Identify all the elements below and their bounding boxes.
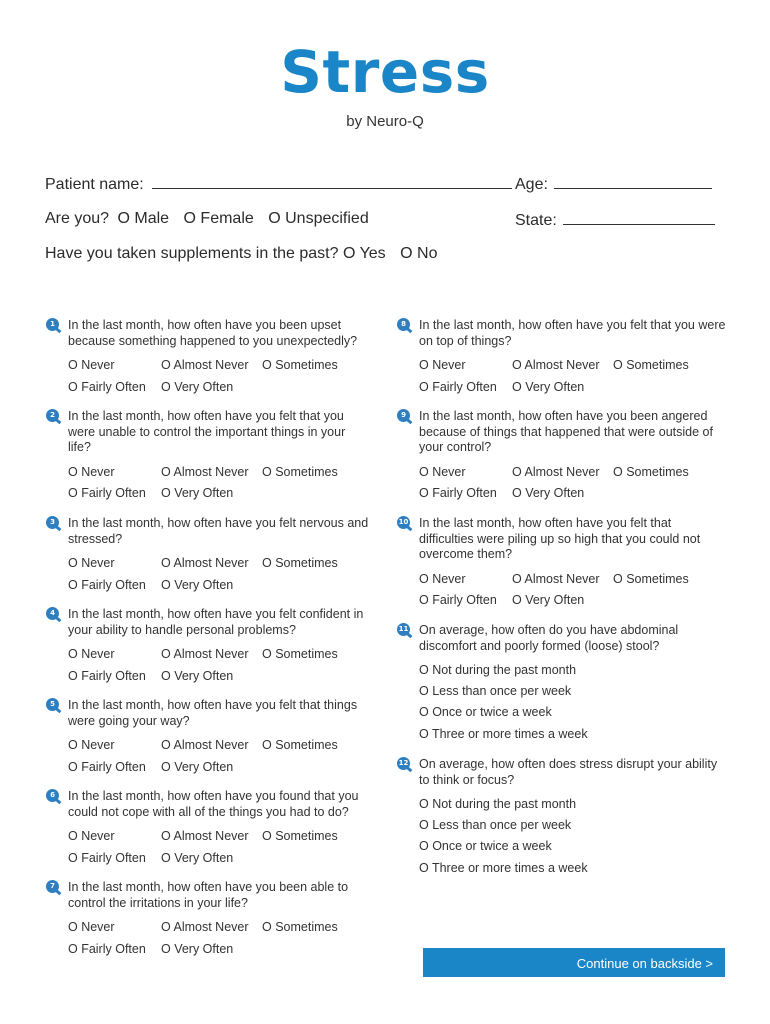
option-fairly-often[interactable]: O Fairly Often — [68, 577, 146, 592]
question-11 — [398, 623, 719, 745]
option-very-often[interactable]: O Very Often — [512, 379, 585, 394]
question-text: In the last month, how often have you felt confident in your ability to handle personal problems? — [68, 607, 364, 637]
option-never[interactable]: O Never — [419, 571, 466, 586]
option-very-often[interactable]: O Very Often — [161, 668, 234, 683]
option-sometimes[interactable]: O Sometimes — [262, 464, 338, 479]
question-text: In the last month, how often have you been able to control the irritations in your life? — [68, 880, 349, 910]
option-never[interactable]: O Never — [68, 358, 115, 372]
option-once-or-twice-a-week[interactable]: O Once or twice a week — [419, 705, 552, 720]
question-icon: 4 — [46, 607, 59, 620]
option-fairly-often[interactable]: O Fairly Often — [419, 486, 497, 500]
answer-options — [68, 735, 378, 778]
continue-button[interactable]: Continue on backside > — [423, 948, 725, 977]
question-icon: 5 — [46, 698, 59, 711]
gender-label: Are you? — [45, 210, 110, 227]
question-2 — [50, 409, 368, 505]
supplements-row — [45, 245, 447, 263]
question-text: On average, how often does stress disrupt your ability to think or focus? — [419, 757, 718, 787]
option-very-often[interactable]: O Very Often — [161, 759, 234, 774]
supplements-label: Have you taken supplements in the past? — [45, 245, 339, 262]
question-icon: 3 — [46, 516, 59, 529]
option-sometimes[interactable]: O Sometimes — [262, 920, 338, 934]
option-not-during-past-month[interactable]: O Not during the past month — [419, 662, 577, 677]
question-6 — [50, 789, 378, 869]
gender-row — [45, 210, 379, 228]
question-10 — [398, 516, 719, 612]
option-sometimes[interactable]: O Sometimes — [613, 464, 689, 479]
question-text: In the last month, how often have you felt that you were on top of things? — [419, 318, 726, 348]
option-sometimes[interactable]: O Sometimes — [613, 571, 689, 586]
option-almost-never[interactable]: O Almost Never — [161, 920, 249, 934]
option-never[interactable]: O Never — [68, 464, 115, 479]
question-icon: 9 — [397, 409, 410, 422]
age-field[interactable] — [554, 174, 712, 189]
question-icon: 11 — [397, 623, 410, 636]
option-fairly-often[interactable]: O Fairly Often — [419, 379, 497, 394]
option-sometimes[interactable]: O Sometimes — [262, 738, 338, 752]
option-very-often[interactable]: O Very Often — [512, 593, 585, 607]
question-text: In the last month, how often have you found that you could not cope with all of the things you had to do? — [68, 789, 359, 819]
option-never[interactable]: O Never — [419, 464, 466, 479]
option-sometimes[interactable]: O Sometimes — [262, 829, 338, 843]
question-text: In the last month, how often have you felt that difficulties were piling up so high that you could not overcome them? — [419, 516, 701, 561]
option-almost-never[interactable]: O Almost Never — [161, 556, 249, 570]
question-7 — [50, 880, 368, 960]
gender-option-female[interactable]: O Female — [183, 210, 254, 227]
question-text: On average, how often do you have abdominal discomfort and poorly formed (loose) stool? — [419, 623, 679, 653]
option-less-than-once-per-week[interactable]: O Less than once per week — [419, 818, 572, 833]
answer-options — [419, 355, 729, 398]
question-icon: 6 — [46, 789, 59, 802]
option-fairly-often[interactable]: O Fairly Often — [68, 759, 146, 774]
state-row — [515, 210, 715, 230]
question-12 — [398, 757, 729, 879]
question-5 — [50, 698, 378, 778]
option-almost-never[interactable]: O Almost Never — [161, 464, 249, 479]
question-8 — [401, 318, 729, 398]
option-less-than-once-per-week[interactable]: O Less than once per week — [419, 684, 572, 699]
question-text: In the last month, how often have you felt that you were unable to control the important things in your life? — [68, 409, 346, 454]
patient-name-label: Patient name: — [45, 176, 144, 193]
question-4 — [50, 607, 378, 687]
question-text: In the last month, how often have you been angered because of things that happened that were outside of your control? — [419, 409, 713, 454]
answer-options — [68, 917, 368, 960]
gender-option-unspecified[interactable]: O Unspecified — [268, 210, 369, 227]
option-fairly-often[interactable]: O Fairly Often — [68, 941, 146, 956]
option-once-or-twice-a-week[interactable]: O Once or twice a week — [419, 839, 552, 854]
age-row — [515, 174, 712, 194]
option-almost-never[interactable]: O Almost Never — [161, 358, 249, 372]
question-icon: 7 — [46, 880, 59, 893]
question-icon: 2 — [46, 409, 59, 422]
question-icon: 1 — [46, 318, 59, 331]
answer-options — [419, 462, 729, 505]
option-almost-never[interactable]: O Almost Never — [161, 738, 249, 752]
answer-options — [68, 553, 378, 596]
option-almost-never[interactable]: O Almost Never — [512, 571, 600, 586]
question-icon: 12 — [397, 757, 410, 770]
answer-options — [419, 794, 729, 879]
option-never[interactable]: O Never — [68, 920, 115, 934]
answer-options — [419, 660, 719, 745]
option-almost-never[interactable]: O Almost Never — [161, 647, 249, 661]
answer-options — [68, 826, 378, 869]
option-not-during-past-month[interactable]: O Not during the past month — [419, 796, 577, 811]
option-fairly-often[interactable]: O Fairly Often — [68, 486, 146, 500]
page-subtitle: by Neuro-Q — [346, 113, 424, 130]
option-very-often[interactable]: O Very Often — [161, 941, 234, 956]
question-icon: 10 — [397, 516, 410, 529]
question-3 — [50, 516, 378, 596]
answer-options — [68, 462, 368, 505]
patient-name-row — [45, 174, 512, 194]
option-sometimes[interactable]: O Sometimes — [262, 647, 338, 661]
question-1 — [50, 318, 378, 398]
page-title: Stress — [280, 38, 490, 106]
option-three-or-more-times-a-week[interactable]: O Three or more times a week — [419, 860, 588, 875]
option-very-often[interactable]: O Very Often — [161, 379, 234, 394]
option-almost-never[interactable]: O Almost Never — [512, 358, 600, 372]
option-very-often[interactable]: O Very Often — [161, 850, 234, 865]
answer-options — [68, 355, 378, 398]
option-fairly-often[interactable]: O Fairly Often — [68, 379, 146, 394]
option-very-often[interactable]: O Very Often — [512, 486, 585, 500]
option-very-often[interactable]: O Very Often — [161, 486, 234, 500]
option-fairly-often[interactable]: O Fairly Often — [419, 593, 497, 607]
supplements-option-yes[interactable]: O Yes — [342, 245, 386, 262]
question-text: In the last month, how often have you been upset because something happened to you unexpectedly? — [68, 318, 358, 348]
option-never[interactable]: O Never — [68, 556, 115, 570]
question-text: In the last month, how often have you felt that things were going your way? — [68, 698, 358, 728]
option-sometimes[interactable]: O Sometimes — [262, 556, 338, 570]
answer-options — [419, 569, 719, 612]
option-very-often[interactable]: O Very Often — [161, 577, 234, 592]
patient-name-field[interactable] — [152, 174, 512, 189]
option-sometimes[interactable]: O Sometimes — [613, 358, 689, 372]
option-never[interactable]: O Never — [68, 738, 115, 752]
answer-options — [68, 644, 378, 687]
option-never[interactable]: O Never — [68, 647, 115, 661]
option-fairly-often[interactable]: O Fairly Often — [68, 850, 146, 865]
option-sometimes[interactable]: O Sometimes — [262, 358, 338, 372]
option-three-or-more-times-a-week[interactable]: O Three or more times a week — [419, 726, 588, 741]
age-label: Age: — [515, 176, 548, 193]
supplements-option-no[interactable]: O No — [400, 245, 438, 262]
option-almost-never[interactable]: O Almost Never — [512, 464, 600, 479]
question-text: In the last month, how often have you felt nervous and stressed? — [68, 516, 369, 546]
option-fairly-often[interactable]: O Fairly Often — [68, 668, 146, 683]
question-9 — [401, 409, 729, 505]
option-never[interactable]: O Never — [68, 829, 115, 843]
option-almost-never[interactable]: O Almost Never — [161, 829, 249, 843]
option-never[interactable]: O Never — [419, 358, 466, 372]
state-field[interactable] — [563, 210, 715, 225]
question-icon: 8 — [397, 318, 410, 331]
gender-option-male[interactable]: O Male — [117, 210, 170, 227]
state-label: State: — [515, 212, 557, 229]
